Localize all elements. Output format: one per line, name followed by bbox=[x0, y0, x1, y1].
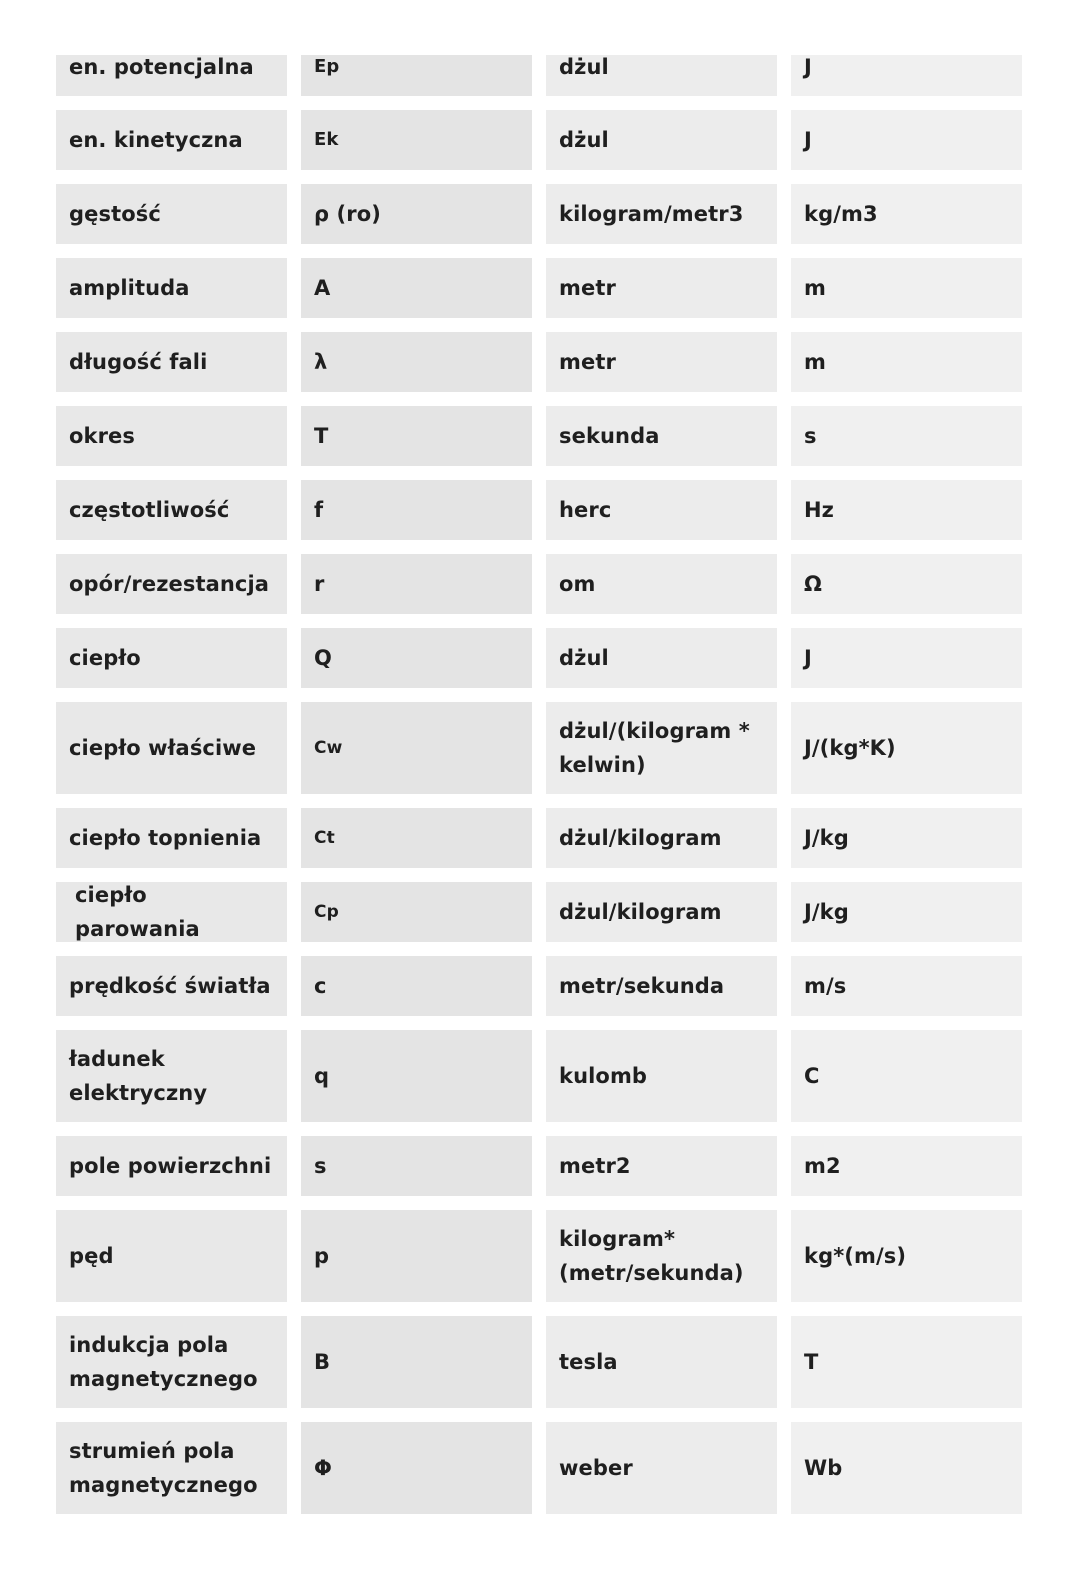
quantity-symbol: ρ (ro) bbox=[301, 184, 532, 244]
unit-name: dżul bbox=[546, 55, 777, 96]
unit-name: kilogram/metr3 bbox=[546, 184, 777, 244]
unit-name: kulomb bbox=[546, 1030, 777, 1122]
quantity-symbol: r bbox=[301, 554, 532, 614]
unit-abbreviation: m bbox=[791, 258, 1022, 318]
quantity-name: ciepło właściwe bbox=[56, 702, 287, 794]
unit-abbreviation: J bbox=[791, 55, 1022, 96]
unit-name: dżul bbox=[546, 110, 777, 170]
table-row bbox=[56, 628, 1023, 688]
quantity-name: częstotliwość bbox=[56, 480, 287, 540]
quantity-symbol: Cw bbox=[301, 702, 532, 794]
quantity-name: en. kinetyczna bbox=[56, 110, 287, 170]
quantity-symbol: Cp bbox=[301, 882, 532, 942]
table-row bbox=[56, 808, 1023, 868]
quantity-name: prędkość światła bbox=[56, 956, 287, 1016]
unit-abbreviation: m bbox=[791, 332, 1022, 392]
unit-name: om bbox=[546, 554, 777, 614]
table-row bbox=[56, 184, 1023, 244]
unit-abbreviation: kg/m3 bbox=[791, 184, 1022, 244]
table-row bbox=[56, 258, 1023, 318]
quantity-name: ciepło parowania bbox=[56, 882, 287, 942]
unit-name: metr2 bbox=[546, 1136, 777, 1196]
quantity-symbol: Q bbox=[301, 628, 532, 688]
quantity-symbol: Φ bbox=[301, 1422, 532, 1514]
unit-abbreviation: J/kg bbox=[791, 882, 1022, 942]
unit-name: sekunda bbox=[546, 406, 777, 466]
unit-name: tesla bbox=[546, 1316, 777, 1408]
unit-name: dżul/kilogram bbox=[546, 808, 777, 868]
unit-abbreviation: s bbox=[791, 406, 1022, 466]
quantity-name: ciepło topnienia bbox=[56, 808, 287, 868]
unit-name: metr/sekunda bbox=[546, 956, 777, 1016]
quantity-symbol: Ep bbox=[301, 55, 532, 96]
quantity-name: pęd bbox=[56, 1210, 287, 1302]
table-row bbox=[56, 332, 1023, 392]
unit-abbreviation: Wb bbox=[791, 1422, 1022, 1514]
unit-name: dżul bbox=[546, 628, 777, 688]
unit-abbreviation: Hz bbox=[791, 480, 1022, 540]
table-row bbox=[56, 110, 1023, 170]
unit-abbreviation: m/s bbox=[791, 956, 1022, 1016]
table-row bbox=[56, 554, 1023, 614]
table-row bbox=[56, 55, 1023, 96]
quantity-symbol: B bbox=[301, 1316, 532, 1408]
unit-name: weber bbox=[546, 1422, 777, 1514]
unit-name: herc bbox=[546, 480, 777, 540]
table-row bbox=[56, 1316, 1023, 1408]
table-row bbox=[56, 406, 1023, 466]
table-row bbox=[56, 1210, 1023, 1302]
quantity-name: ciepło bbox=[56, 628, 287, 688]
unit-abbreviation: kg*(m/s) bbox=[791, 1210, 1022, 1302]
quantity-symbol: A bbox=[301, 258, 532, 318]
unit-abbreviation: J/kg bbox=[791, 808, 1022, 868]
unit-name: metr bbox=[546, 332, 777, 392]
table-row bbox=[56, 1422, 1023, 1514]
unit-name: dżul/kilogram bbox=[546, 882, 777, 942]
quantity-name: ładunek elektryczny bbox=[56, 1030, 287, 1122]
quantity-symbol: Ek bbox=[301, 110, 532, 170]
unit-abbreviation: J bbox=[791, 628, 1022, 688]
unit-abbreviation: J bbox=[791, 110, 1022, 170]
quantity-symbol: s bbox=[301, 1136, 532, 1196]
quantity-name: indukcja pola magnetycznego bbox=[56, 1316, 287, 1408]
table-row bbox=[56, 480, 1023, 540]
quantity-name: pole powierzchni bbox=[56, 1136, 287, 1196]
quantity-symbol: T bbox=[301, 406, 532, 466]
quantity-name: en. potencjalna bbox=[56, 55, 287, 96]
unit-abbreviation: T bbox=[791, 1316, 1022, 1408]
unit-abbreviation: J/(kg*K) bbox=[791, 702, 1022, 794]
quantity-name: amplituda bbox=[56, 258, 287, 318]
quantity-name: gęstość bbox=[56, 184, 287, 244]
physics-units-table bbox=[56, 0, 1023, 1528]
quantity-name: opór/rezestancja bbox=[56, 554, 287, 614]
quantity-symbol: p bbox=[301, 1210, 532, 1302]
quantity-symbol: c bbox=[301, 956, 532, 1016]
quantity-name: okres bbox=[56, 406, 287, 466]
unit-name: dżul/(kilogram * kelwin) bbox=[546, 702, 777, 794]
quantity-symbol: q bbox=[301, 1030, 532, 1122]
unit-abbreviation: Ω bbox=[791, 554, 1022, 614]
table-row bbox=[56, 702, 1023, 794]
quantity-name: długość fali bbox=[56, 332, 287, 392]
quantity-symbol: f bbox=[301, 480, 532, 540]
table-row bbox=[56, 1030, 1023, 1122]
table-row bbox=[56, 956, 1023, 1016]
quantity-symbol: λ bbox=[301, 332, 532, 392]
table-row bbox=[56, 1136, 1023, 1196]
unit-abbreviation: m2 bbox=[791, 1136, 1022, 1196]
quantity-name: strumień pola magnetycznego bbox=[56, 1422, 287, 1514]
table-row bbox=[56, 882, 1023, 942]
unit-name: metr bbox=[546, 258, 777, 318]
unit-name: kilogram* (metr/sekunda) bbox=[546, 1210, 777, 1302]
unit-abbreviation: C bbox=[791, 1030, 1022, 1122]
quantity-symbol: Ct bbox=[301, 808, 532, 868]
